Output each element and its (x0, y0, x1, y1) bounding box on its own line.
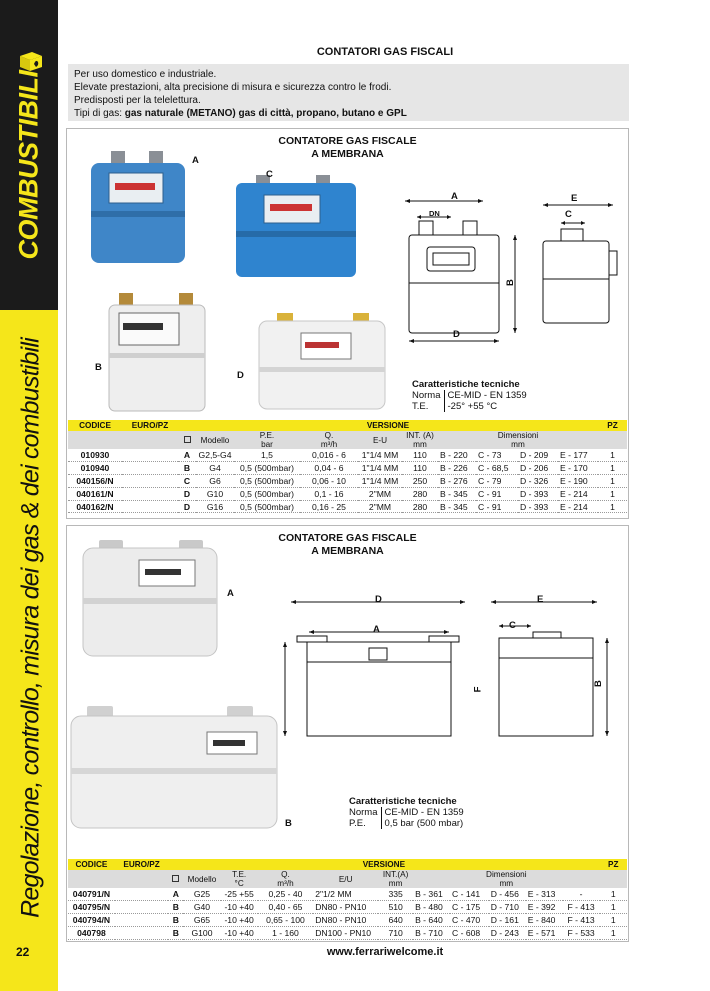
table-row: 040161/N D G10 0,5 (500mbar) 0,1 - 16 2"MM 280 B - 345 C - 91 D - 393 E - 214 1 (68, 487, 627, 500)
category-title: COMBUSTIBILI (13, 70, 44, 260)
dim-label: F (472, 686, 484, 693)
dim-label: A (451, 191, 458, 202)
dim-label: D (453, 329, 460, 340)
table-row: 040156/N C G6 0,5 (500mbar) 0,06 - 10 1"1/4 MM 250 B - 276 C - 79 D - 326 E - 190 1 (68, 475, 627, 488)
dimension-drawing-front (279, 596, 479, 746)
table-row: 010930 A G2,5-G4 1,5 0,016 - 6 1"1/4 MM 110 B - 220 C - 73 D - 209 E - 177 1 (68, 449, 627, 462)
dim-label: C (509, 620, 516, 631)
dim-label: E (537, 594, 544, 605)
photo-label: C (266, 169, 273, 180)
flame-cube-icon (18, 50, 44, 72)
spec-table (68, 859, 627, 940)
checkbox-icon (184, 436, 191, 443)
meter-photo-d (257, 311, 387, 411)
dimension-drawing-front (397, 189, 527, 349)
photo-label: A (227, 588, 234, 599)
meter-photo-c (234, 173, 359, 278)
dimension-drawing-side (537, 189, 622, 329)
table-subheader: Modello P.E. bar Q. m³/h E-U INT. (A) mm Dimensioni mm (68, 431, 627, 449)
dimension-drawing-side (485, 596, 615, 746)
intro-line: Elevate prestazioni, alta precisione di misura e sicurezza contro le frodi. (74, 82, 392, 93)
table-row: 010940 B G4 0,5 (500mbar) 0,04 - 6 1"1/4 MM 110 B - 226 C - 68,5 D - 206 E - 170 1 (68, 462, 627, 475)
page-number: 22 (16, 945, 30, 959)
product-box-2 (66, 525, 629, 942)
photo-label: B (285, 818, 292, 829)
table-row: 040794/N B G65 -10 +40 0,65 - 100 DN80 - PN10 640 B - 640 C - 470 D - 161 E - 840 F - 413 1 (68, 914, 627, 927)
category-subtitle: Regolazione, controllo, misura dei gas & dei combustibili (16, 338, 45, 918)
meter-photo-a (87, 149, 197, 269)
side-band (0, 0, 58, 991)
website-footer: www.ferrariwelcome.it (326, 946, 444, 958)
product-title: CONTATORE GAS FISCALE A MEMBRANA (278, 135, 417, 160)
dim-label: DN (429, 209, 440, 218)
product-box-1 (66, 128, 629, 519)
table-header: CODICE EURO/PZ VERSIONE PZ (68, 420, 627, 431)
checkbox-icon (172, 875, 179, 882)
gas-types: Tipi di gas: gas naturale (METANO) gas di città, propano, butano e GPL (74, 108, 407, 119)
meter-photo-b (107, 291, 207, 413)
table-row: 040791/N A G25 -25 +55 0,25 - 40 2"1/2 MM 335 B - 361 C - 141 D - 456 E - 313 - 1 (68, 888, 627, 901)
table-row: 040162/N D G16 0,5 (500mbar) 0,16 - 25 2"MM 280 B - 345 C - 91 D - 393 E - 214 1 (68, 500, 627, 513)
product-title: CONTATORE GAS FISCALE A MEMBRANA (278, 532, 417, 557)
spec-table (68, 420, 627, 513)
tech-specs: Caratteristiche tecniche Norma CE-MID - EN 1359 T.E. -25° +55 °C (412, 379, 530, 412)
dim-label: C (565, 209, 572, 220)
dim-label: B (592, 680, 604, 687)
intro-box (68, 64, 629, 121)
meter-photo-a (79, 538, 219, 658)
intro-line: Predisposti per la telelettura. (74, 95, 201, 106)
dim-label: D (375, 594, 382, 605)
dim-label: E (571, 193, 578, 204)
table-row: 040798 B G100 -10 +40 1 - 160 DN100 - PN10 710 B - 710 C - 608 D - 243 E - 571 F - 533 1 (68, 926, 627, 939)
intro-line: Per uso domestico e industriale. (74, 69, 217, 80)
tech-specs: Caratteristiche tecniche Norma CE-MID - EN 1359 P.E. 0,5 bar (500 mbar) (349, 796, 467, 829)
dim-label: A (373, 624, 380, 635)
table-subheader: Modello T.E. °C Q. m³/h E/U INT.(A) mm Dimensioni mm (68, 870, 627, 888)
dim-label: B (504, 279, 516, 286)
photo-label: D (237, 370, 244, 381)
table-row: 040795/N B G40 -10 +40 0,40 - 65 DN80 - PN10 510 B - 480 C - 175 D - 710 E - 392 F - 413 1 (68, 901, 627, 914)
photo-label: A (192, 155, 199, 166)
photo-label: B (95, 362, 102, 373)
table-header: CODICE EURO/PZ VERSIONE PZ (68, 859, 627, 870)
section-title: CONTATORI GAS FISCALI (316, 46, 454, 58)
meter-photo-b (67, 702, 282, 832)
